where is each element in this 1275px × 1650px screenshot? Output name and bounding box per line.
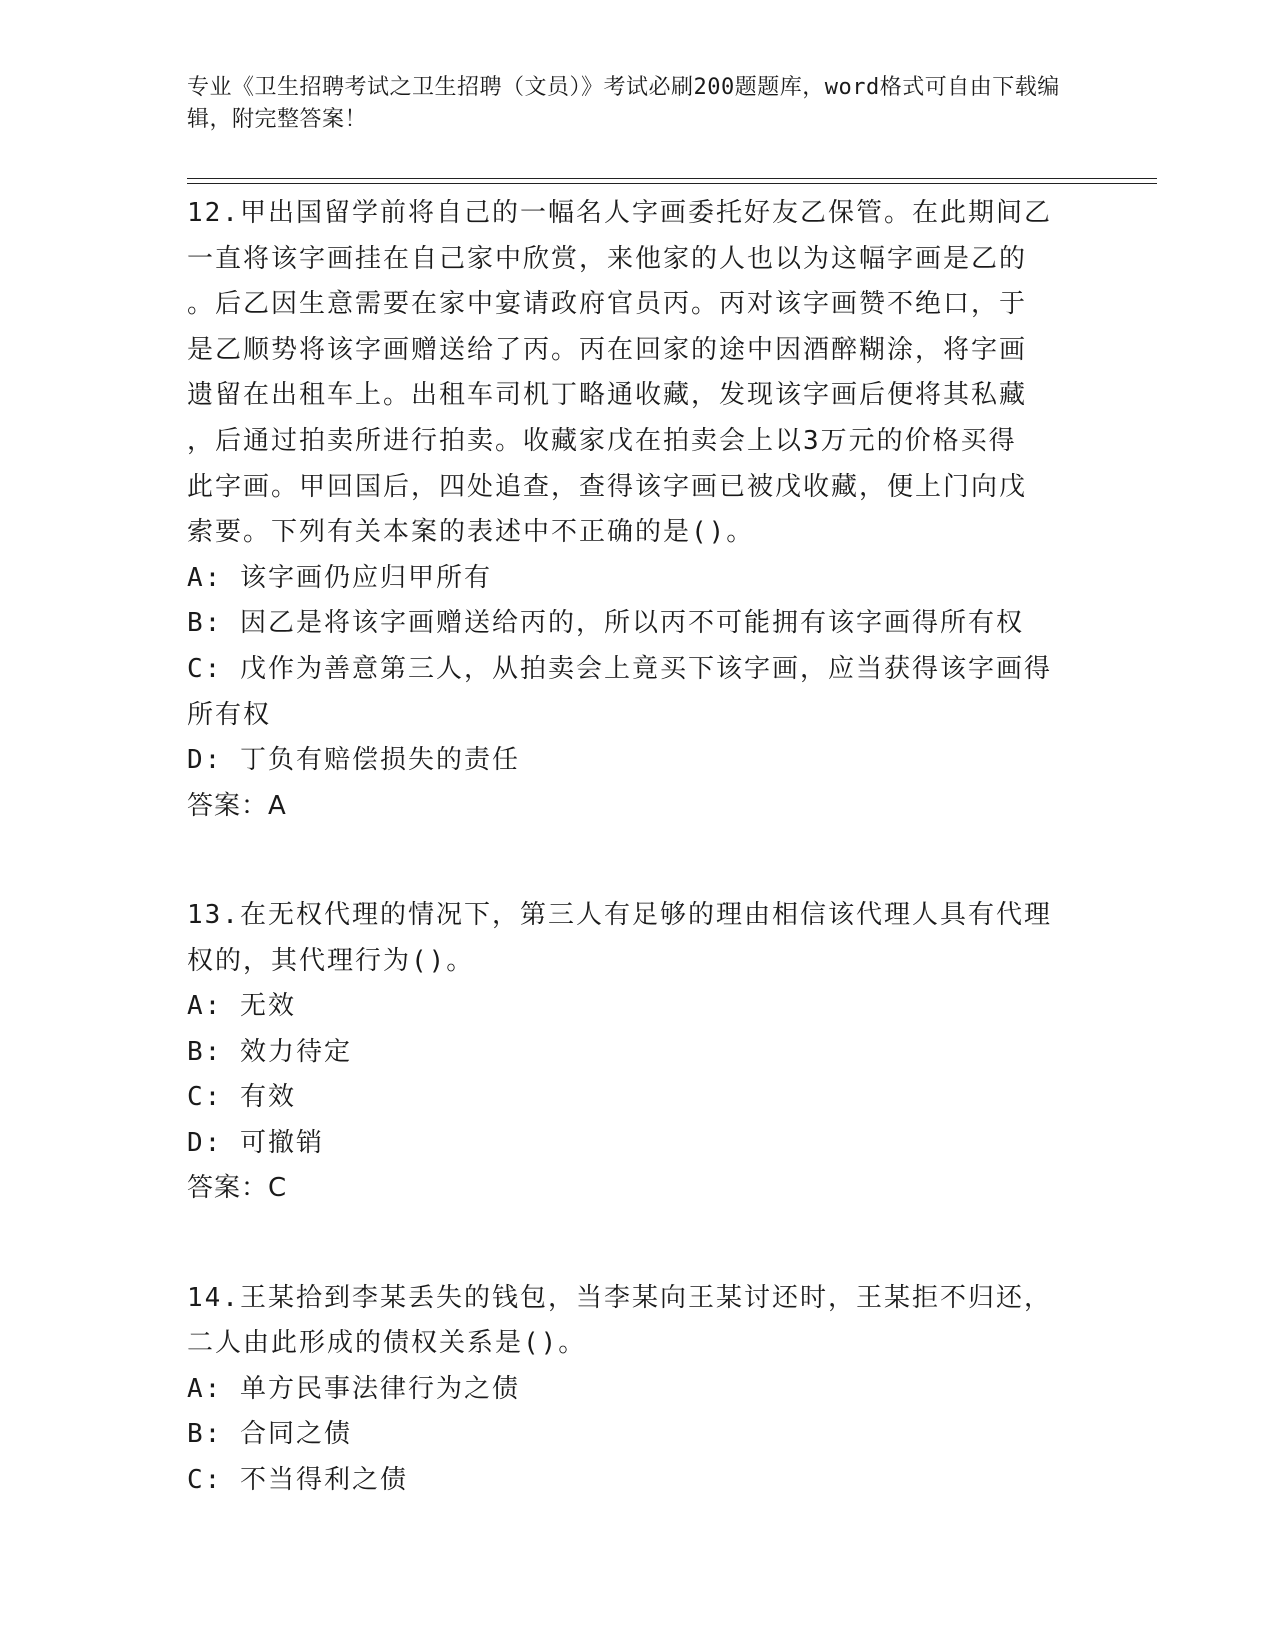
- spacer: [187, 875, 1087, 893]
- question-list: [187, 191, 1087, 1504]
- question-stem-line: 索要。下列有关本案的表述中不正确的是()。: [187, 517, 755, 548]
- question-14: [187, 1276, 1087, 1504]
- question-stem-line: 二人由此形成的债权关系是()。: [187, 1328, 587, 1359]
- option-c: C: 戊作为善意第三人，从拍卖会上竟买下该字画，应当获得该字画得: [187, 653, 1052, 684]
- option-b: B: 合同之债: [187, 1419, 352, 1450]
- spacer: [187, 1212, 1087, 1258]
- spacer: [187, 829, 1087, 875]
- option-a: A: 无效: [187, 991, 296, 1022]
- answer-line: 答案：A: [187, 790, 287, 821]
- question-stem-line: ，后通过拍卖所进行拍卖。收藏家戊在拍卖会上以3万元的价格买得: [187, 425, 1017, 456]
- question-stem-line: 。后乙因生意需要在家中宴请政府官员丙。丙对该字画赞不绝口，于: [187, 289, 1028, 320]
- question-13: [187, 893, 1087, 1212]
- option-b: B: 效力待定: [187, 1036, 352, 1067]
- option-c: C: 有效: [187, 1082, 296, 1113]
- question-stem-line: 此字画。甲回国后，四处追查，查得该字画已被戊收藏，便上门向戊: [187, 471, 1028, 502]
- option-c: C: 不当得利之债: [187, 1465, 408, 1496]
- spacer: [187, 1258, 1087, 1276]
- option-d: D: 可撤销: [187, 1127, 324, 1158]
- option-d: D: 丁负有赔偿损失的责任: [187, 745, 520, 776]
- question-stem-line: 12.甲出国留学前将自己的一幅名人字画委托好友乙保管。在此期间乙: [187, 198, 1052, 228]
- option-b: B: 因乙是将该字画赠送给丙的，所以丙不可能拥有该字画得所有权: [187, 608, 1024, 639]
- option-c-continued: 所有权: [187, 699, 272, 730]
- question-stem-line: 是乙顺势将该字画赠送给了丙。丙在回家的途中因酒醉糊涂，将字画: [187, 334, 1028, 365]
- option-a: A: 单方民事法律行为之债: [187, 1373, 520, 1404]
- question-stem-line: 权的，其代理行为()。: [187, 945, 475, 976]
- question-stem-line: 一直将该字画挂在自己家中欣赏，来他家的人也以为这幅字画是乙的: [187, 243, 1028, 274]
- document-header: 专业《卫生招聘考试之卫生招聘（文员）》考试必刷200题题库，word格式可自由下载编辑，附完整答案！: [187, 75, 1060, 132]
- question-stem-line: 13.在无权代理的情况下，第三人有足够的理由相信该代理人具有代理: [187, 899, 1052, 930]
- question-stem-line: 遗留在出租车上。出租车司机丁略通收藏，发现该字画后便将其私藏: [187, 380, 1028, 411]
- option-a: A: 该字画仍应归甲所有: [187, 562, 492, 593]
- header-rule-thin: [187, 178, 1157, 179]
- question-stem-line: 14.王某拾到李某丢失的钱包，当李某向王某讨还时，王某拒不归还，: [187, 1282, 1052, 1313]
- answer-line: 答案：C: [187, 1173, 288, 1204]
- header-rule-thick: [187, 183, 1157, 184]
- question-12: [187, 191, 1087, 829]
